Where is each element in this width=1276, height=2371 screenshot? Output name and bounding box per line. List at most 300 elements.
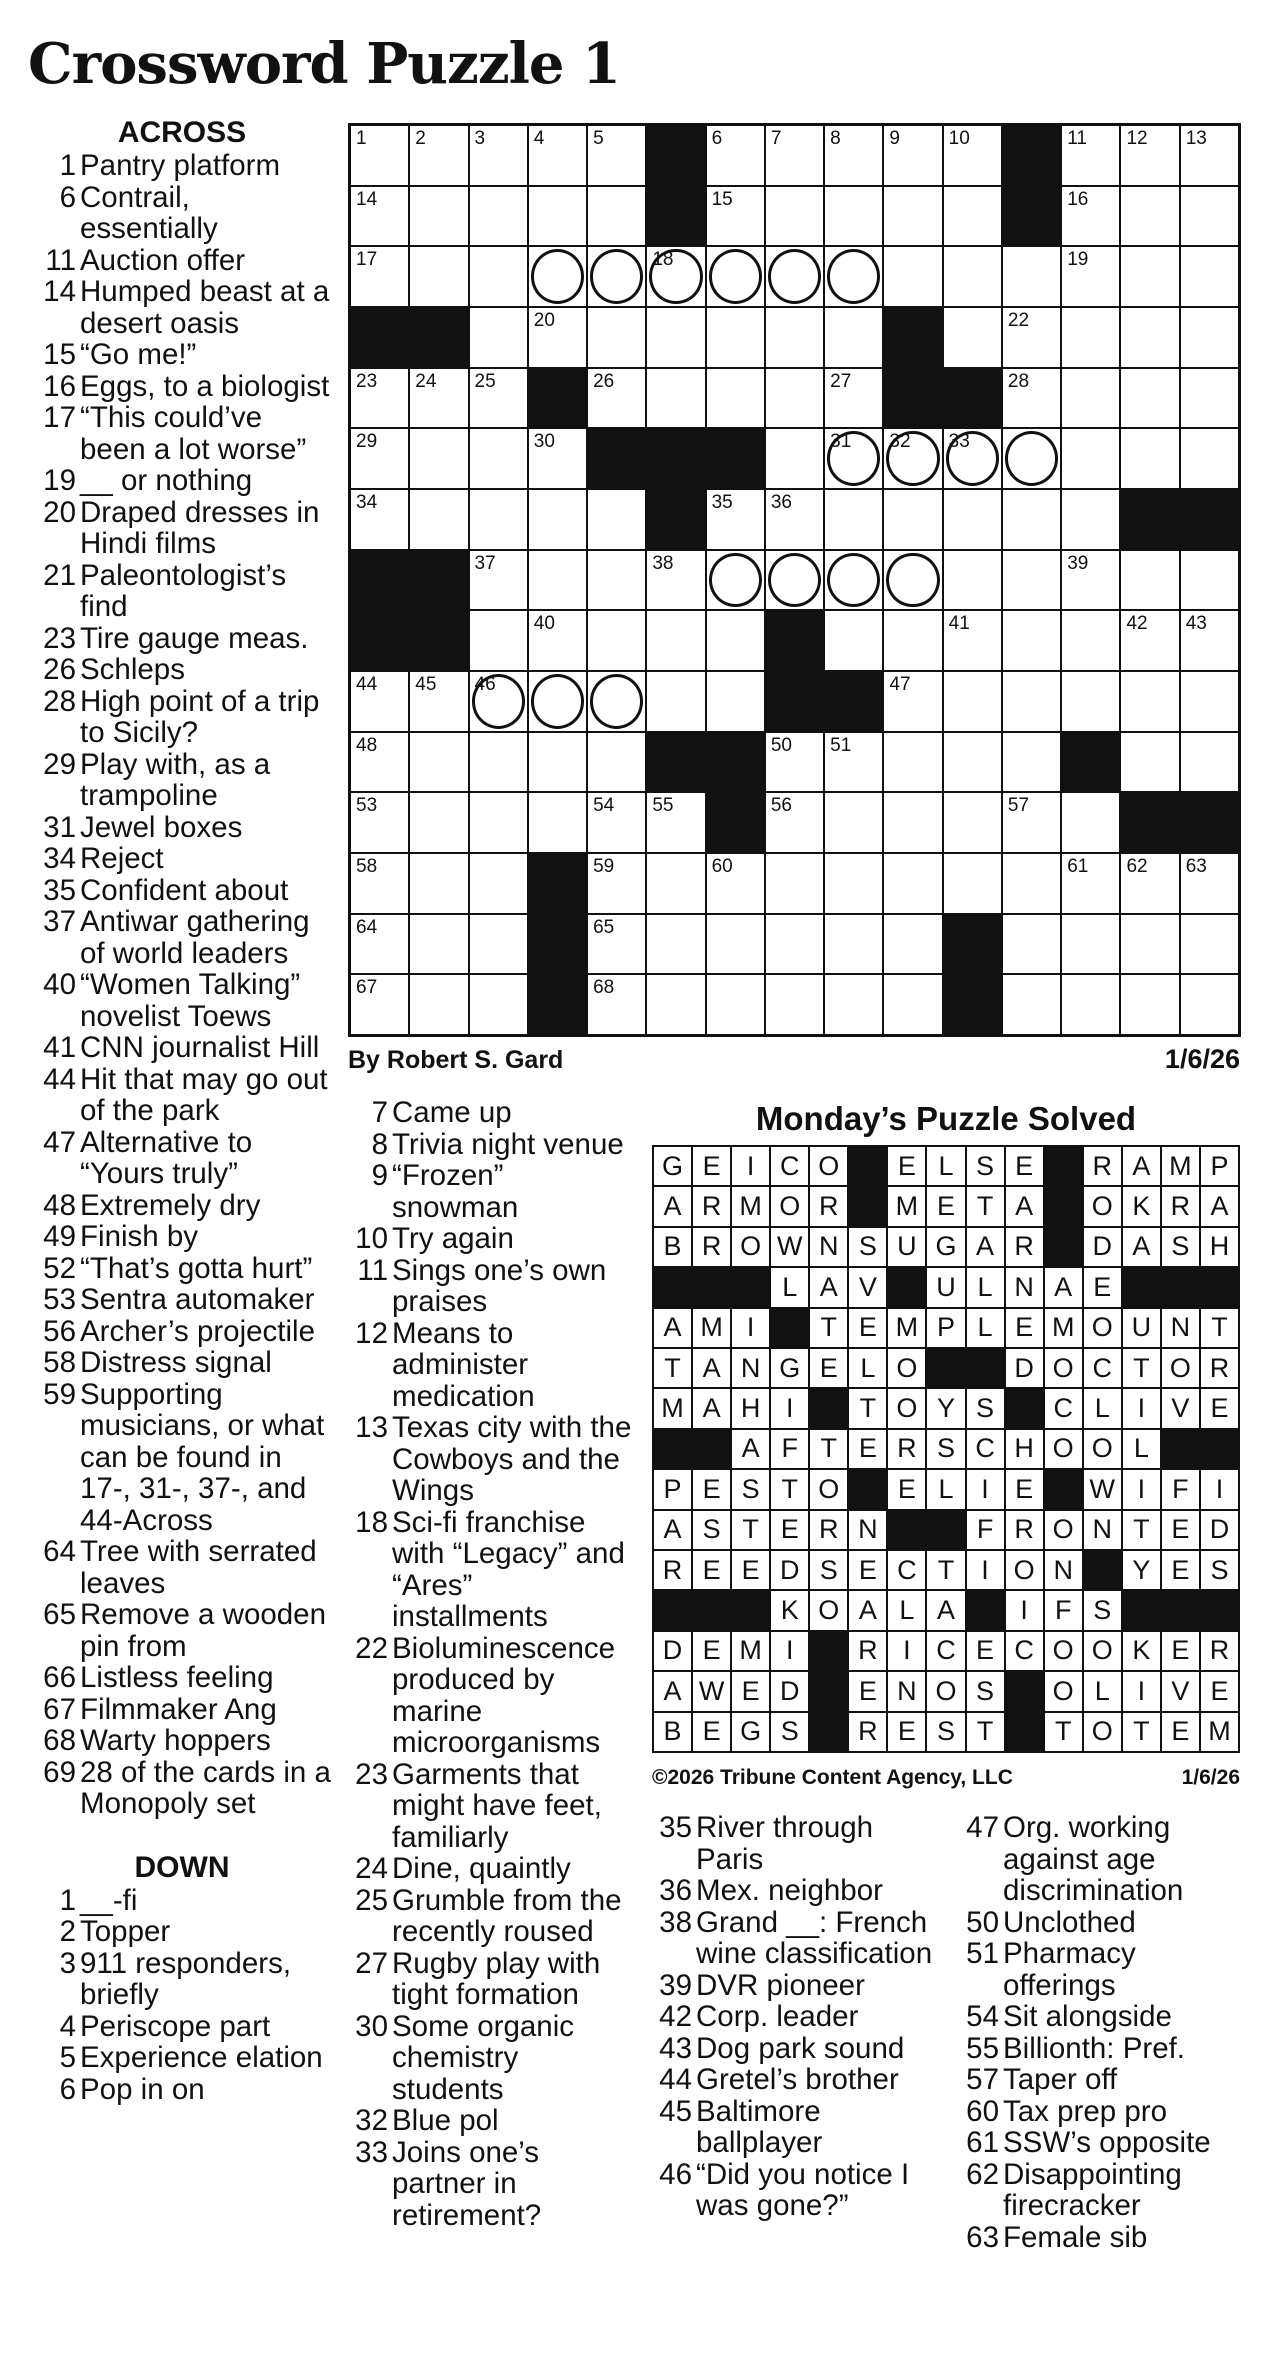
solution-letter: H <box>732 1389 769 1427</box>
clue-number: 13 <box>355 1411 388 1444</box>
clue-text: Rugby play with tight formation <box>392 1946 601 2011</box>
down-clue-39 <box>648 1970 948 2002</box>
solution-letter: A <box>693 1349 730 1387</box>
solution-letter: D <box>1201 1511 1238 1549</box>
puzzle-cell <box>588 187 645 246</box>
cell-number: 11 <box>1067 128 1087 149</box>
clue-text: Remove a wooden pin from <box>80 1598 326 1663</box>
cell-number: 67 <box>356 977 378 999</box>
solution-letter: O <box>771 1187 808 1225</box>
solution-letter: A <box>1201 1187 1238 1225</box>
clue-text: Pantry platform <box>80 149 281 182</box>
clue-text: Tree with serrated leaves <box>80 1535 317 1600</box>
solution-letter: R <box>849 1713 886 1751</box>
solution-letter: T <box>849 1389 886 1427</box>
solution-black-square <box>1045 1228 1082 1266</box>
clue-number: 39 <box>659 1968 692 2002</box>
solution-black-square <box>967 1591 1004 1629</box>
puzzle-cell <box>766 187 823 246</box>
puzzle-cell <box>1003 975 1060 1034</box>
circle-marker <box>590 674 643 729</box>
solution-letter: E <box>849 1309 886 1347</box>
down-clue-32 <box>344 2105 634 2137</box>
solution-letter: T <box>1201 1309 1238 1347</box>
solution-letter: O <box>1045 1349 1082 1387</box>
down-clue-57 <box>955 2064 1255 2096</box>
solution-letter: I <box>732 1147 769 1185</box>
puzzle-cell <box>470 551 527 610</box>
down-clue-51 <box>955 1938 1255 2001</box>
solution-letter: E <box>1006 1470 1043 1508</box>
clue-number: 7 <box>371 1096 388 1129</box>
solution-letter: N <box>1045 1551 1082 1589</box>
solution-letter: R <box>1201 1632 1238 1670</box>
clue-number: 41 <box>43 1031 76 1064</box>
clue-number: 26 <box>43 653 76 686</box>
down-clue-35 <box>648 1812 948 1875</box>
puzzle-cell <box>410 490 467 549</box>
black-square <box>944 975 1001 1034</box>
clue-text: Sci-fi franchise with “Legacy” and “Ares” installments <box>392 1505 625 1633</box>
down-clues-column-4 <box>955 1812 1255 2253</box>
clue-text: Dine, quaintly <box>392 1852 571 1885</box>
clue-text: Contrail, essentially <box>80 180 218 245</box>
solution-black-square <box>1162 1591 1199 1629</box>
crossword-grid <box>348 123 1241 1037</box>
clue-number: 61 <box>966 2126 999 2159</box>
puzzle-cell <box>707 308 764 367</box>
clue-number: 62 <box>966 2157 999 2191</box>
puzzle-cell <box>1121 247 1178 306</box>
solution-letter: M <box>1162 1147 1199 1185</box>
clue-text: Pop in on <box>80 2072 205 2106</box>
puzzle-cell <box>1121 975 1178 1034</box>
clue-number: 42 <box>659 2000 692 2033</box>
solution-letter: C <box>1006 1632 1043 1670</box>
across-clue-65 <box>32 1599 332 1662</box>
solution-letter: E <box>1084 1268 1121 1306</box>
clue-number: 54 <box>966 2000 999 2033</box>
puzzle-cell <box>647 672 704 731</box>
puzzle-cell <box>1121 611 1178 670</box>
puzzle-cell <box>944 611 1001 670</box>
circle-marker <box>1005 431 1058 486</box>
circle-marker <box>886 553 939 608</box>
puzzle-cell <box>351 733 408 792</box>
solution-black-square <box>927 1349 964 1387</box>
puzzle-cell <box>944 490 1001 549</box>
solution-letter: O <box>1045 1511 1082 1549</box>
puzzle-cell <box>884 247 941 306</box>
puzzle-cell <box>351 369 408 428</box>
puzzle-cell <box>529 490 586 549</box>
circle-marker <box>709 553 762 608</box>
clue-text: Finish by <box>80 1220 199 1253</box>
clue-number: 19 <box>43 464 76 497</box>
solution-letter: O <box>1045 1672 1082 1710</box>
puzzle-cell <box>944 247 1001 306</box>
down-clue-23 <box>344 1759 634 1854</box>
down-clue-list-3 <box>648 1812 948 2222</box>
solution-letter: E <box>888 1713 925 1751</box>
black-square <box>1181 793 1238 852</box>
cell-number: 40 <box>533 613 555 635</box>
clue-text: Play with, as a trampoline <box>80 747 271 812</box>
black-square <box>529 369 586 428</box>
down-clues-column-3 <box>648 1812 948 2222</box>
clue-text: Blue pol <box>392 2104 499 2137</box>
puzzle-cell <box>1003 672 1060 731</box>
solution-letter: A <box>1006 1187 1043 1225</box>
puzzle-cell <box>1121 733 1178 792</box>
solution-letter: I <box>771 1389 808 1427</box>
clue-number: 23 <box>355 1757 388 1791</box>
puzzle-cell <box>351 429 408 488</box>
cell-number: 45 <box>415 674 437 695</box>
puzzle-cell <box>647 308 704 367</box>
puzzle-cell <box>944 429 1001 488</box>
black-square <box>1121 490 1178 549</box>
clue-number: 15 <box>43 338 76 371</box>
puzzle-cell <box>647 611 704 670</box>
down-heading: DOWN <box>134 1850 230 1884</box>
solution-letter: C <box>1045 1389 1082 1427</box>
solution-letter: L <box>888 1591 925 1629</box>
puzzle-cell <box>766 793 823 852</box>
puzzle-cell <box>588 369 645 428</box>
solution-letter: E <box>967 1632 1004 1670</box>
solution-letter: O <box>927 1672 964 1710</box>
down-clue-7 <box>344 1097 634 1129</box>
clue-number: 47 <box>43 1125 76 1159</box>
cell-number: 48 <box>356 734 378 756</box>
puzzle-cell <box>588 611 645 670</box>
clue-number: 43 <box>659 2031 692 2065</box>
solution-letter: O <box>1084 1309 1121 1347</box>
cell-number: 8 <box>830 128 841 149</box>
puzzle-cell <box>1121 308 1178 367</box>
puzzle-cell <box>766 915 823 974</box>
solution-letter: N <box>1162 1309 1199 1347</box>
cell-number: 39 <box>1067 552 1089 574</box>
cell-number: 7 <box>770 128 782 149</box>
puzzle-cell <box>884 793 941 852</box>
cell-number: 19 <box>1067 249 1089 271</box>
solution-letter: E <box>1162 1632 1199 1670</box>
down-clue-list-2 <box>344 1097 634 2231</box>
clue-text: SSW’s opposite <box>1003 2126 1211 2159</box>
clue-number: 1 <box>59 149 76 182</box>
puzzle-cell <box>707 551 764 610</box>
solution-black-square <box>1162 1430 1199 1468</box>
solution-letter: E <box>693 1147 730 1185</box>
solution-letter: O <box>1084 1713 1121 1751</box>
across-clue-41 <box>32 1032 332 1064</box>
puzzle-cell <box>410 187 467 246</box>
solution-letter: F <box>771 1430 808 1468</box>
down-clue-3 <box>32 1948 332 2011</box>
puzzle-cell <box>647 915 704 974</box>
puzzle-cell <box>825 854 882 913</box>
cell-number: 13 <box>1185 128 1207 149</box>
cell-number: 31 <box>830 431 852 453</box>
puzzle-cell <box>1062 793 1119 852</box>
down-clue-30 <box>344 2011 634 2106</box>
solution-letter: H <box>1006 1430 1043 1468</box>
puzzle-cell <box>825 915 882 974</box>
solution-letter: G <box>927 1228 964 1266</box>
puzzle-cell <box>470 308 527 367</box>
clue-number: 6 <box>59 2072 76 2106</box>
clue-text: Humped beast at a desert oasis <box>80 275 330 340</box>
across-clue-29 <box>32 749 332 812</box>
puzzle-cell <box>766 854 823 913</box>
across-clue-47 <box>32 1127 332 1190</box>
black-square <box>707 733 764 792</box>
solution-letter: L <box>1084 1389 1121 1427</box>
cell-number: 61 <box>1067 856 1089 877</box>
clue-text: Auction offer <box>80 243 246 277</box>
black-square <box>647 187 704 246</box>
solution-letter: O <box>888 1389 925 1427</box>
cell-number: 17 <box>356 249 378 271</box>
puzzle-cell <box>529 733 586 792</box>
across-clue-66 <box>32 1662 332 1694</box>
puzzle-cell <box>825 490 882 549</box>
solution-grid <box>652 1145 1240 1753</box>
puzzle-cell <box>766 733 823 792</box>
circle-marker <box>768 249 821 304</box>
solution-letter: L <box>927 1147 964 1185</box>
clue-text: Reject <box>80 842 164 875</box>
clue-number: 12 <box>355 1316 388 1350</box>
down-clue-61 <box>955 2127 1255 2159</box>
down-clue-1 <box>32 1885 332 1917</box>
clue-number: 64 <box>43 1535 76 1568</box>
solution-letter: R <box>693 1187 730 1225</box>
puzzle-cell <box>825 429 882 488</box>
solution-letter: E <box>1162 1511 1199 1549</box>
clue-text: Org. working against age discrimination <box>1003 1811 1184 1907</box>
puzzle-cell <box>1181 247 1238 306</box>
puzzle-cell <box>351 793 408 852</box>
clue-number: 35 <box>43 873 76 907</box>
clue-number: 16 <box>43 369 76 403</box>
down-clue-25 <box>344 1885 634 1948</box>
solution-letter: I <box>1006 1591 1043 1629</box>
solution-letter: V <box>1162 1389 1199 1427</box>
down-clue-45 <box>648 2096 948 2159</box>
puzzle-cell <box>1181 187 1238 246</box>
across-clue-14 <box>32 276 332 339</box>
clue-text: “Frozen” snowman <box>392 1159 519 1224</box>
puzzle-cell <box>944 126 1001 185</box>
puzzle-cell <box>707 672 764 731</box>
solution-letter: U <box>1123 1309 1160 1347</box>
solution-letter: R <box>1162 1187 1199 1225</box>
black-square <box>825 672 882 731</box>
solution-letter: M <box>732 1632 769 1670</box>
puzzle-cell <box>707 975 764 1034</box>
solution-letter: E <box>849 1551 886 1589</box>
solution-letter: T <box>732 1511 769 1549</box>
down-clue-list-4 <box>955 1812 1255 2253</box>
clue-number: 3 <box>59 1946 76 1980</box>
cell-number: 55 <box>652 795 674 817</box>
solution-letter: R <box>1201 1349 1238 1387</box>
puzzle-cell <box>647 551 704 610</box>
solution-letter: E <box>810 1349 847 1387</box>
clue-text: Filmmaker Ang <box>80 1692 277 1726</box>
puzzle-cell <box>1003 490 1060 549</box>
puzzle-cell <box>647 854 704 913</box>
solution-letter: V <box>849 1268 886 1306</box>
solution-black-square <box>1045 1147 1082 1185</box>
across-clue-list <box>32 150 332 1820</box>
cell-number: 34 <box>356 492 378 513</box>
cell-number: 10 <box>948 128 970 149</box>
solution-letter: S <box>849 1228 886 1266</box>
across-clue-40 <box>32 969 332 1032</box>
black-square <box>410 551 467 610</box>
clue-text: “Women Talking” novelist Toews <box>80 968 301 1033</box>
solution-letter: E <box>927 1187 964 1225</box>
cell-number: 4 <box>533 128 545 149</box>
solution-letter: M <box>888 1309 925 1347</box>
puzzle-cell <box>529 551 586 610</box>
puzzle-cell <box>588 975 645 1034</box>
puzzle-cell <box>470 915 527 974</box>
cell-number: 23 <box>356 370 378 392</box>
puzzle-cell <box>351 126 408 185</box>
clue-text: Sentra automaker <box>80 1283 315 1316</box>
puzzle-cell <box>470 793 527 852</box>
solution-black-square <box>927 1511 964 1549</box>
solution-black-square <box>1006 1672 1043 1710</box>
solution-black-square <box>810 1672 847 1710</box>
puzzle-cell <box>588 126 645 185</box>
black-square <box>1181 490 1238 549</box>
solution-letter: D <box>1006 1349 1043 1387</box>
across-clue-48 <box>32 1190 332 1222</box>
clue-text: __ or nothing <box>80 464 253 497</box>
clue-text: Bioluminescence produced by marine microorganisms <box>392 1631 616 1759</box>
puzzle-cell <box>470 733 527 792</box>
puzzle-cell <box>1121 854 1178 913</box>
puzzle-cell <box>351 975 408 1034</box>
puzzle-cell <box>707 915 764 974</box>
puzzle-cell <box>766 975 823 1034</box>
puzzle-cell <box>1062 369 1119 428</box>
clue-number: 49 <box>43 1220 76 1253</box>
clue-text: Jewel boxes <box>80 810 243 844</box>
puzzle-cell <box>1181 975 1238 1034</box>
solution-letter: H <box>1201 1228 1238 1266</box>
clue-number: 38 <box>659 1905 692 1939</box>
puzzle-cell <box>884 672 941 731</box>
solution-letter: L <box>967 1268 1004 1306</box>
black-square <box>766 672 823 731</box>
solution-letter: A <box>654 1511 691 1549</box>
puzzle-cell <box>410 247 467 306</box>
down-clue-63 <box>955 2222 1255 2254</box>
cell-number: 12 <box>1126 128 1148 149</box>
clue-text: Joins one’s partner in retirement? <box>392 2135 542 2232</box>
solution-letter: E <box>1006 1309 1043 1347</box>
puzzle-cell <box>825 247 882 306</box>
solution-letter: A <box>1123 1228 1160 1266</box>
solution-letter: E <box>888 1470 925 1508</box>
clue-text: Some organic chemistry students <box>392 2009 575 2106</box>
solution-letter: L <box>1084 1672 1121 1710</box>
solution-letter: O <box>1006 1551 1043 1589</box>
solution-letter: T <box>967 1187 1004 1225</box>
circle-marker <box>709 249 762 304</box>
solution-date: 1/6/26 <box>1181 1766 1240 1789</box>
clue-text: Try again <box>392 1222 514 1255</box>
cell-number: 18 <box>652 249 674 271</box>
solution-black-square <box>693 1268 730 1306</box>
clue-text: Antiwar gathering of world leaders <box>80 905 310 970</box>
clue-text: Corp. leader <box>696 2000 859 2033</box>
puzzle-cell <box>825 975 882 1034</box>
down-clue-24 <box>344 1853 634 1885</box>
clue-number: 68 <box>43 1724 76 1757</box>
solution-letter: F <box>1045 1591 1082 1629</box>
puzzle-cell <box>1181 551 1238 610</box>
clue-text: CNN journalist Hill <box>80 1031 320 1064</box>
solution-letter: S <box>927 1713 964 1751</box>
puzzle-cell <box>1121 126 1178 185</box>
clue-number: 9 <box>371 1159 388 1192</box>
puzzle-cell <box>884 854 941 913</box>
cell-number: 28 <box>1007 370 1030 392</box>
puzzle-cell <box>1181 915 1238 974</box>
black-square <box>410 611 467 670</box>
solution-letter: V <box>1162 1672 1199 1710</box>
cell-number: 59 <box>593 856 615 877</box>
cell-number: 68 <box>593 977 615 999</box>
cell-number: 51 <box>830 734 852 756</box>
cell-number: 27 <box>830 370 852 392</box>
down-clue-2 <box>32 1916 332 1948</box>
puzzle-cell <box>647 247 704 306</box>
puzzle-cell <box>1062 854 1119 913</box>
across-clue-44 <box>32 1064 332 1127</box>
clue-number: 52 <box>43 1251 76 1285</box>
across-clue-11 <box>32 245 332 277</box>
clue-text: Baltimore ballplayer <box>696 2094 823 2159</box>
cell-number: 37 <box>474 552 496 574</box>
cell-number: 5 <box>593 128 604 149</box>
solution-letter: R <box>1084 1147 1121 1185</box>
solution-letter: I <box>1123 1470 1160 1508</box>
across-clue-26 <box>32 654 332 686</box>
black-square <box>707 793 764 852</box>
clue-number: 25 <box>355 1883 388 1917</box>
puzzle-cell <box>410 672 467 731</box>
clue-number: 2 <box>59 1915 76 1948</box>
solution-black-square <box>1006 1389 1043 1427</box>
down-clue-62 <box>955 2159 1255 2222</box>
across-clue-49 <box>32 1221 332 1253</box>
solution-letter: O <box>888 1349 925 1387</box>
byline: By Robert S. Gard <box>348 1046 564 1074</box>
solution-letter: F <box>1162 1470 1199 1508</box>
solution-letter: C <box>888 1551 925 1589</box>
solution-letter: O <box>732 1228 769 1266</box>
clue-number: 63 <box>966 2220 999 2254</box>
